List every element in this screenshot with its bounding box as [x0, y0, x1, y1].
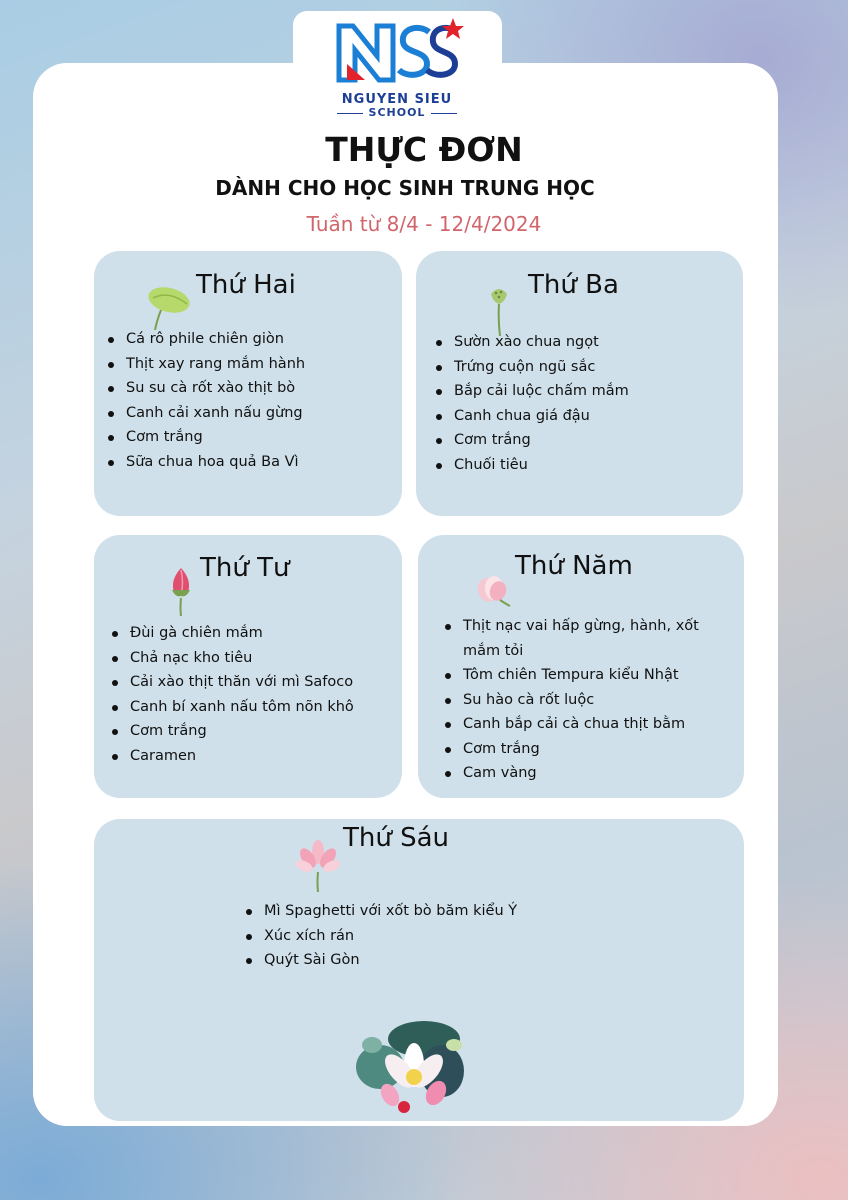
list-item: Đùi gà chiên mắm [110, 621, 400, 646]
lotus-bud-icon [166, 566, 196, 616]
list-item: Mì Spaghetti với xốt bò băm kiểu Ý [244, 899, 564, 924]
page-subtitle: DÀNH CHO HỌC SINH TRUNG HỌC [215, 176, 595, 200]
lotus-seedpod-icon [488, 284, 510, 336]
menu-list-tuesday [434, 330, 734, 477]
pink-lotus-bloom-icon [474, 574, 512, 608]
week-range: Tuần từ 8/4 - 12/4/2024 [306, 212, 542, 236]
page-title: THỰC ĐƠN [325, 130, 523, 169]
nss-logo-icon [335, 18, 465, 88]
lotus-flower-icon [296, 838, 340, 892]
day-title-tuesday: Thứ Ba [528, 270, 619, 300]
list-item: Bắp cải luộc chấm mắm [434, 379, 734, 404]
list-item: Trứng cuộn ngũ sắc [434, 355, 734, 380]
list-item: Su su cà rốt xào thịt bò [106, 376, 396, 401]
list-item: Cơm trắng [106, 425, 396, 450]
lotus-leaf-icon [143, 284, 193, 330]
list-item: Quýt Sài Gòn [244, 948, 564, 973]
list-item: Cam vàng [443, 761, 708, 786]
day-title-wednesday: Thứ Tư [200, 553, 290, 583]
menu-list-thursday [443, 614, 708, 786]
day-title-thursday: Thứ Năm [515, 551, 633, 581]
menu-list-wednesday [110, 621, 400, 768]
list-item: Sữa chua hoa quả Ba Vì [106, 450, 396, 475]
lotus-bouquet-icon [352, 1015, 476, 1119]
day-title-friday: Thứ Sáu [343, 823, 450, 853]
list-item: Chuối tiêu [434, 453, 734, 478]
list-item: Thịt nạc vai hấp gừng, hành, xốt mắm tỏi [443, 614, 708, 663]
list-item: Cơm trắng [434, 428, 734, 453]
list-item: Chả nạc kho tiêu [110, 646, 400, 671]
list-item: Canh bí xanh nấu tôm nõn khô [110, 695, 400, 720]
list-item: Cá rô phile chiên giòn [106, 327, 396, 352]
list-item: Thịt xay rang mắm hành [106, 352, 396, 377]
list-item: Canh bắp cải cà chua thịt bằm [443, 712, 708, 737]
list-item: Xúc xích rán [244, 924, 564, 949]
day-title-monday: Thứ Hai [196, 270, 296, 300]
list-item: Cơm trắng [110, 719, 400, 744]
list-item: Cơm trắng [443, 737, 708, 762]
list-item: Caramen [110, 744, 400, 769]
school-suffix-text: SCHOOL [368, 106, 426, 119]
list-item: Su hào cà rốt luộc [443, 688, 708, 713]
list-item: Canh cải xanh nấu gừng [106, 401, 396, 426]
school-name: NGUYEN SIEU [341, 92, 453, 107]
list-item: Cải xào thịt thăn với mì Safoco [110, 670, 400, 695]
list-item: Tôm chiên Tempura kiểu Nhật [443, 663, 708, 688]
menu-list-monday [106, 327, 396, 474]
school-suffix [297, 106, 497, 119]
menu-list-friday [244, 899, 564, 973]
list-item: Sườn xào chua ngọt [434, 330, 734, 355]
list-item: Canh chua giá đậu [434, 404, 734, 429]
